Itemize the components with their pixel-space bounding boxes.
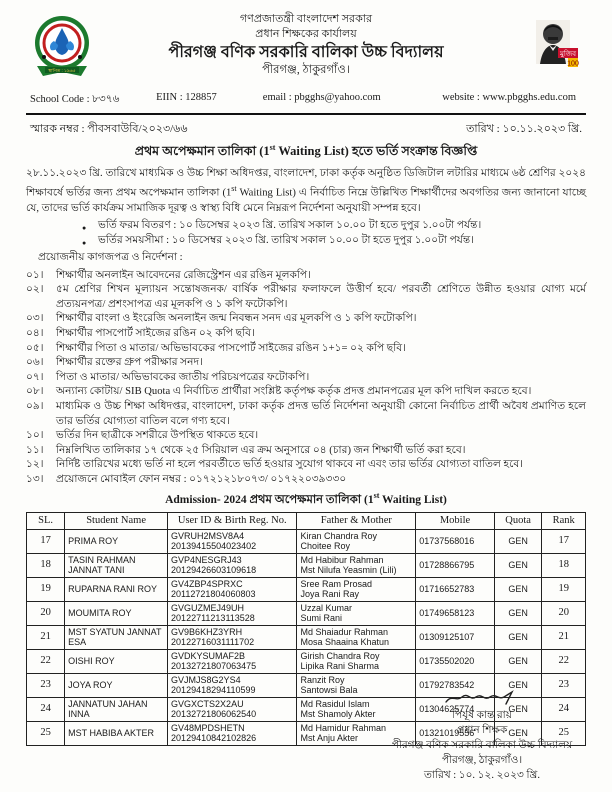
header-sl: SL. xyxy=(27,512,65,529)
cell-quota: GEN xyxy=(494,649,542,673)
instruction-number: ০৪। xyxy=(26,328,44,340)
office-line: প্রধান শিক্ষকের কার্যালয় xyxy=(255,27,357,40)
instruction-text: প্রয়োজনে মোবাইল ফোন নম্বর : ০১৭২১২১৮০৭৩/ ০১৭২২০৩৯৩৩০ xyxy=(56,474,347,485)
instruction-item xyxy=(26,356,586,371)
instruction-text: ভর্তির দিন ছাত্রীকে সশরীরে উপস্থিত থাকতে হবে। xyxy=(56,430,259,442)
instruction-text: শিক্ষার্থীর বাংলা ও ইংরেজি অনলাইন জন্ম নিবন্ধন সনদ এর মূলকপি ও ১ কপি ফটোকপি। xyxy=(56,313,417,325)
cell-quota: GEN xyxy=(494,577,542,601)
cell-userid-birthreg xyxy=(168,649,297,673)
mother-name: Mst Anju Akter xyxy=(300,733,358,744)
table-row xyxy=(27,601,586,625)
father-name: Sree Ram Prosad xyxy=(300,578,372,589)
cell-userid-birthreg xyxy=(168,625,297,649)
notice-paragraph-pre: ২৮.১১.২০২৩ খ্রি. তারিখে মাধ্যমিক ও উচ্চ শিক্ষা অধিদপ্তর, বাংলাদেশ, ঢাকা কর্তৃক অনুষ্ঠিত ডিজিটাল লটারির মাধ্যমে ৬ষ্ঠ শ্রেণির ২০২৪ শিক্ষাবর্ষে ভর্তির জন্য প্রথম অপেক্ষমান তালিকা (1 xyxy=(26,168,586,199)
header-rank: Rank xyxy=(542,512,586,529)
cell-rank: 22 xyxy=(542,649,586,673)
table-header-row xyxy=(27,512,586,529)
cell-student-name: JOYA ROY xyxy=(65,673,168,697)
instruction-text: ৫ম শ্রেণির শিখন মূল্যায়ন সন্তোষজনক/ বার্ষিক পরীক্ষার ফলাফলে উত্তীর্ণ হবে/ পরবর্তী শ্রেণিতে উন্নীত হওয়ার যোগ্য মর্মে প্রত্যয়নপত্র/ প্রশংসাপত্র এর মূলকপি ও ১ কপি ফটোকপি। xyxy=(56,284,586,310)
school-emblem-icon xyxy=(31,14,93,88)
instruction-text: শিক্ষার্থীর পিতা ও মাতার/ অভিভাবকের পাসপোর্ট সাইজের রঙিন ১+১= ০২ কপি ছবি। xyxy=(56,342,406,354)
user-id: GVDKYSUMAF2B xyxy=(171,650,246,661)
mother-name: Mst Shamoly Akter xyxy=(300,709,376,720)
table-row xyxy=(27,577,586,601)
cell-rank: 17 xyxy=(542,529,586,553)
birth-reg-no: 20122711213113528 xyxy=(171,613,255,624)
government-line: গণপ্রজাতন্ত্রী বাংলাদেশ সরকার xyxy=(239,13,373,25)
user-id: GV9B6KHZ3YRH xyxy=(171,626,243,637)
instruction-text: পিতা ও মাতার/ অভিভাবকের জাতীয় পরিচয়পত্রের ফটোকপি। xyxy=(56,371,310,383)
birth-reg-no: 20112721804060803 xyxy=(171,589,256,600)
instruction-number: ০৬। xyxy=(26,357,44,369)
cell-quota: GEN xyxy=(494,697,542,721)
cell-sl: 23 xyxy=(27,673,65,697)
user-id: GVGUZMEJ49UH xyxy=(171,602,245,613)
instruction-number: ০১। xyxy=(26,269,44,281)
notice-title-sup: st xyxy=(269,143,276,152)
instruction-text: অন্যান্য কোটায়/ SIB Quota এ নির্বাচিত প্রার্থীরা সংশ্লিষ্ট কর্তৃপক্ষ কর্তৃক প্রদত্ত প্রমানপত্রের মূল কপি দাখিল করতে হবে। xyxy=(56,386,532,398)
signer-name: পিযূষ কান্ত রায় xyxy=(452,710,512,721)
mujib-100-logo xyxy=(514,10,586,80)
signature-block xyxy=(382,688,582,783)
instruction-number: ০২। xyxy=(26,284,44,296)
cell-userid-birthreg xyxy=(168,577,297,601)
instruction-item xyxy=(26,444,586,459)
signature-scrawl-icon xyxy=(382,688,582,708)
instruction-item xyxy=(26,429,586,444)
cell-userid-birthreg xyxy=(168,673,297,697)
instruction-item xyxy=(26,312,586,327)
cell-mobile: 01792783542 xyxy=(416,673,494,697)
cell-student-name: TASIN RAHMAN JANNAT TANI xyxy=(65,553,168,577)
cell-father-mother xyxy=(297,529,416,553)
cell-sl: 25 xyxy=(27,721,65,745)
table-row xyxy=(27,625,586,649)
cell-rank: 18 xyxy=(542,553,586,577)
cell-father-mother xyxy=(297,625,416,649)
cell-student-name: MST SYATUN JANNAT ESA xyxy=(65,625,168,649)
table-row xyxy=(27,553,586,577)
cell-student-name: MST HABIBA AKTER xyxy=(65,721,168,745)
letterhead-text xyxy=(98,10,514,78)
cell-quota: GEN xyxy=(494,529,542,553)
cell-quota: GEN xyxy=(494,721,542,745)
instruction-item xyxy=(26,269,586,284)
mother-name: Sumi Rani xyxy=(300,613,342,624)
instruction-text: নিম্নলিখিত তালিকার ১৭ থেকে ২৫ সিরিয়াল এর ক্রম অনুসারে ০৪ (চার) জন শিক্ষার্থী ভর্তি করা হবে। xyxy=(56,444,466,456)
cell-mobile: 01321019556 xyxy=(416,721,494,745)
cell-father-mother xyxy=(297,553,416,577)
cell-quota: GEN xyxy=(494,625,542,649)
cell-student-name: JANNATUN JAHAN INNA xyxy=(65,697,168,721)
mother-name: Lipika Rani Sharma xyxy=(300,661,379,672)
birth-reg-no: 20132721806062540 xyxy=(171,709,257,720)
instruction-number: ১২। xyxy=(26,459,44,471)
contact-info-line xyxy=(26,92,586,109)
cell-mobile: 01304625774 xyxy=(416,697,494,721)
cell-rank: 21 xyxy=(542,625,586,649)
father-name: Md Rasidul Islam xyxy=(300,698,370,709)
cell-mobile: 01309125107 xyxy=(416,625,494,649)
cell-mobile: 01728866795 xyxy=(416,553,494,577)
signature-date: তারিখ : ১০. ১২. ২০২৩ খ্রি. xyxy=(424,770,540,781)
birth-reg-no: 20129426603109618 xyxy=(171,565,257,576)
signer-school: পীরগঞ্জ বণিক সরকারি বালিকা উচ্চ বিদ্যালয় xyxy=(391,740,573,751)
birth-reg-no: 20129410842102826 xyxy=(171,733,257,744)
letterhead xyxy=(26,10,586,88)
cell-student-name: PRIMA ROY xyxy=(65,529,168,553)
memo-number: স্মারক নম্বর : পীবসবাউবি/২০২৩/৬৬ xyxy=(30,123,188,135)
email: email : pbgghs@yahoo.com xyxy=(262,92,381,103)
instruction-number: ০৩। xyxy=(26,313,44,325)
memo-row xyxy=(26,120,586,139)
notice-paragraph xyxy=(26,166,586,216)
bullet-item: ● ভর্তির সময়সীমা : ১০ ডিসেম্বর ২০২৩ খ্রি. তারিখ সকাল ১০.০০ টা হতে দুপুর ১.০০টা পর্যন্ত। xyxy=(26,233,586,248)
svg-text:100: 100 xyxy=(567,60,579,68)
cell-rank: 20 xyxy=(542,601,586,625)
cell-student-name: MOUMITA ROY xyxy=(65,601,168,625)
user-id: GV4ZBP4SPRXC xyxy=(171,578,243,589)
svg-text:মুজিব: মুজিব xyxy=(559,51,577,58)
instruction-text: নির্দিষ্ট তারিখের মধ্যে ভর্তি না হলে পরবর্তীতে ভর্তি হওয়ার সুযোগ থাকবে না এবং তার ভর্তির যোগ্যতা বাতিল হবে। xyxy=(56,459,524,471)
instruction-number: ০৫। xyxy=(26,342,44,354)
cell-rank: 19 xyxy=(542,577,586,601)
cell-rank: 25 xyxy=(542,721,586,745)
cell-mobile: 01716652783 xyxy=(416,577,494,601)
bullet-list xyxy=(26,218,586,248)
notice-title xyxy=(26,143,586,163)
eiin: EIIN : 128857 xyxy=(156,92,217,103)
instruction-item xyxy=(26,342,586,357)
instruction-item xyxy=(26,385,586,400)
notice-title-post: Waiting List) হতে ভর্তি সংক্রান্ত বিজ্ঞপ্তি xyxy=(275,144,478,159)
birth-reg-no: 20139415504023402 xyxy=(171,541,257,552)
instruction-item xyxy=(26,400,586,429)
instruction-item xyxy=(26,327,586,342)
instruction-number: ১০। xyxy=(26,430,44,442)
cell-mobile: 01737568016 xyxy=(416,529,494,553)
cell-student-name: OISHI ROY xyxy=(65,649,168,673)
cell-student-name: RUPARNA RANI ROY xyxy=(65,577,168,601)
cell-userid-birthreg xyxy=(168,697,297,721)
documents-heading: প্রয়োজনীয় কাগজপত্র ও নির্দেশনা : xyxy=(38,251,183,263)
cell-rank: 24 xyxy=(542,697,586,721)
notice-title-pre: প্রথম অপেক্ষমান তালিকা (1 xyxy=(134,144,270,159)
cell-sl: 19 xyxy=(27,577,65,601)
table-caption-pre: Admission- 2024 প্রথম অপেক্ষমান তালিকা (1 xyxy=(165,493,374,506)
instruction-number: ০৯। xyxy=(26,401,44,413)
instruction-number: ০৭। xyxy=(26,371,44,383)
user-id: GV48MPDSHETN xyxy=(171,722,245,733)
school-code: School Code : ৮৩৭৬ xyxy=(30,94,120,105)
father-name: Md Habibur Rahman xyxy=(300,554,384,565)
table-caption-sup: st xyxy=(373,490,380,500)
cell-mobile: 01749658123 xyxy=(416,601,494,625)
mother-name: Santowsi Bala xyxy=(300,685,358,696)
father-name: Kiran Chandra Roy xyxy=(300,530,377,541)
instruction-text: মাধ্যমিক ও উচ্চ শিক্ষা অধিদপ্তর, বাংলাদেশ, ঢাকা কর্তৃক প্রদত্ত ভর্তি নির্দেশনা অনুযায়ী কোনো নির্বাচিত প্রার্থী অবৈধ প্রমাণিত হলে তার ভর্তির যোগ্যতা বাতিল বলে গণ্য হবে। xyxy=(56,401,586,427)
table-row xyxy=(27,529,586,553)
header-divider xyxy=(26,113,586,115)
svg-text:স্থাপিত : ১৯৬৫: স্থাপিত : ১৯৬৫ xyxy=(48,68,76,73)
instruction-item xyxy=(26,371,586,386)
bullet-item: ● ভর্তি ফরম বিতরণ : ১০ ডিসেম্বর ২০২৩ খ্রি. তারিখ সকাল ১০.০০ টা হতে দুপুর ১.০০টা পর্যন্ত। xyxy=(26,218,586,233)
father-name: Md Shaiadur Rahman xyxy=(300,626,389,637)
user-id: GVGXCTS2X2AU xyxy=(171,698,244,709)
birth-reg-no: 20132721807063475 xyxy=(171,661,257,672)
cell-quota: GEN xyxy=(494,673,542,697)
mother-name: Joya Rani Ray xyxy=(300,589,359,600)
notice-paragraph-sup: st xyxy=(231,184,237,194)
mother-name: Mst Nilufa Yeasmin (Lili) xyxy=(300,565,397,576)
mother-name: Mosa Shaaina Khatun xyxy=(300,637,390,648)
birth-reg-no: 20122716031111702 xyxy=(171,637,255,648)
instruction-text: শিক্ষার্থীর পাসপোর্ট সাইজের রঙিন ০২ কপি ছবি। xyxy=(56,328,255,340)
signer-designation: প্রধান শিক্ষক xyxy=(456,725,508,736)
birth-reg-no: 20129418294110599 xyxy=(171,685,256,696)
instruction-item xyxy=(26,458,586,473)
cell-father-mother xyxy=(297,577,416,601)
mujib-100-icon xyxy=(528,18,586,80)
cell-sl: 20 xyxy=(27,601,65,625)
instruction-number: ১৩। xyxy=(26,474,44,485)
father-name: Girish Chandra Roy xyxy=(300,650,380,661)
cell-sl: 18 xyxy=(27,553,65,577)
header-userid-birthreg: User ID & Birth Reg. No. xyxy=(168,512,297,529)
signer-place: পীরগঞ্জ, ঠাকুরগাঁও। xyxy=(441,755,523,766)
cell-father-mother xyxy=(297,601,416,625)
table-row xyxy=(27,649,586,673)
instruction-number: ১১। xyxy=(26,444,44,456)
table-caption xyxy=(26,491,586,510)
cell-father-mother xyxy=(297,649,416,673)
cell-sl: 17 xyxy=(27,529,65,553)
instruction-text: শিক্ষার্থীর অনলাইন আবেদনের রেজিস্ট্রেশন এর রঙিন মূলকপি। xyxy=(56,269,311,281)
instruction-item xyxy=(26,283,586,312)
cell-userid-birthreg xyxy=(168,721,297,745)
mother-name: Choitee Roy xyxy=(300,541,350,552)
notice-paragraph-post: Waiting List) এ নির্বাচিত নিম্নে উল্লিখিত শিক্ষার্থীদের অবগতির জন্য জানানো যাচ্ছে যে, তাদের ভর্তি কার্যক্রম সামাজিক দূরত্ব ও স্বাস্থ্য বিধি মেনে নিম্নরূপ নির্দেশনা অনুযায়ী সম্পন্ন হবে। xyxy=(26,187,586,214)
instruction-number: ০৮। xyxy=(26,386,44,398)
header-father-mother: Father & Mother xyxy=(297,512,416,529)
cell-userid-birthreg xyxy=(168,529,297,553)
school-logo xyxy=(26,10,98,88)
instruction-item xyxy=(26,473,586,488)
instruction-text: শিক্ষার্থীর রক্তের গ্রুপ পরীক্ষার সনদ। xyxy=(56,357,203,369)
father-name: Uzzal Kumar xyxy=(300,602,352,613)
header-student-name: Student Name xyxy=(65,512,168,529)
header-quota: Quota xyxy=(494,512,542,529)
table-caption-post: Waiting List) xyxy=(379,493,447,506)
website: website : www.pbgghs.edu.com xyxy=(442,92,576,103)
header-mobile: Mobile xyxy=(416,512,494,529)
school-location: পীরগঞ্জ, ঠাকুরগাঁও। xyxy=(262,64,350,77)
cell-quota: GEN xyxy=(494,553,542,577)
user-id: GVJMJS8G2YS4 xyxy=(171,674,241,685)
user-id: GVRUH2MSV8A4 xyxy=(171,530,245,541)
father-name: Md Hamidur Rahman xyxy=(300,722,386,733)
father-name: Ranzit Roy xyxy=(300,674,345,685)
instruction-list xyxy=(26,269,586,488)
cell-rank: 23 xyxy=(542,673,586,697)
cell-mobile: 01735502020 xyxy=(416,649,494,673)
cell-quota: GEN xyxy=(494,601,542,625)
cell-sl: 22 xyxy=(27,649,65,673)
school-name: পীরগঞ্জ বণিক সরকারি বালিকা উচ্চ বিদ্যালয় xyxy=(168,44,444,62)
cell-sl: 24 xyxy=(27,697,65,721)
user-id: GVP4NESGRJ43 xyxy=(171,554,242,565)
cell-userid-birthreg xyxy=(168,601,297,625)
cell-userid-birthreg xyxy=(168,553,297,577)
cell-sl: 21 xyxy=(27,625,65,649)
memo-date: তারিখ : ১০.১১.২০২৩ খ্রি. xyxy=(466,123,582,135)
